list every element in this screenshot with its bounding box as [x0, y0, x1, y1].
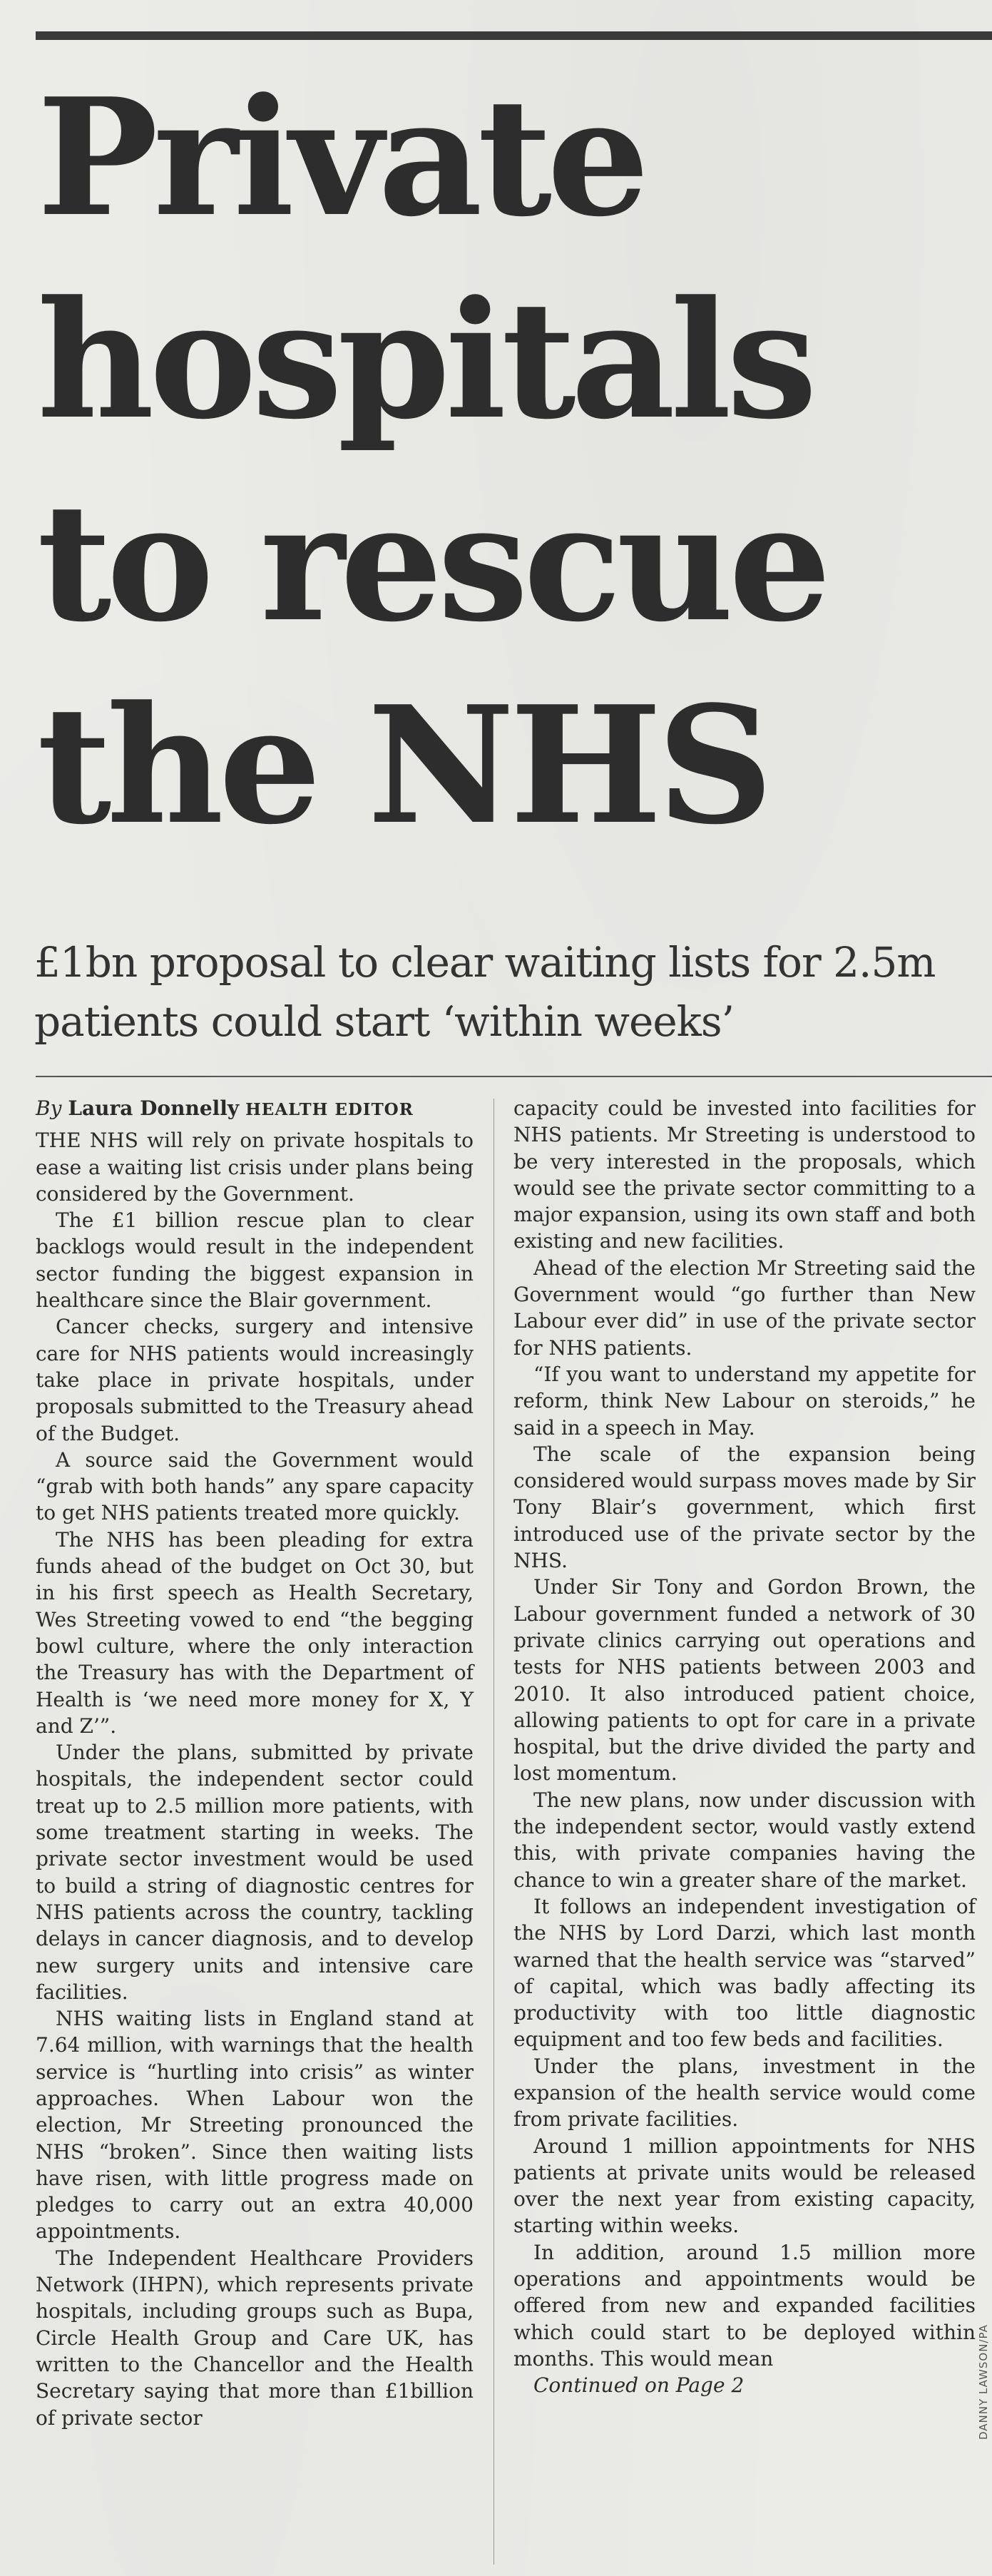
- article-paragraph: capacity could be invested into facilities for NHS patients. Mr Streeting is understood to be very interested in the proposals, which would see the private sector committing to a major expansion, using its own staff and both existing and new facilities.: [513, 1096, 976, 1253]
- article-paragraph: In addition, around 1.5 million more operations and appointments would be offered from new and expanded facilities which could start to be deployed within months. This would mean: [513, 2240, 976, 2371]
- article-paragraph: Ahead of the election Mr Streeting said the Government would “go further than New Labour ever did” in use of the private sector for NHS patients.: [513, 1256, 976, 1360]
- article-paragraph: Under the plans, investment in the expansion of the health service would come from private facilities.: [513, 2054, 976, 2132]
- article-paragraph: The Independent Healthcare Providers Network (IHPN), which represents private hospitals, including groups such as Bupa, Circle Health Group and Care UK, has written to the Chancellor and the Health Secretary saying that more than £1billion of private sector: [36, 2246, 474, 2430]
- byline-author: Laura Donnelly: [68, 1096, 240, 1120]
- article-paragraph: Cancer checks, surgery and intensive care for NHS patients would increasingly take place in private hospitals, under proposals submitted to the Treasury ahead of the Budget.: [36, 1315, 474, 1445]
- byline-role: HEALTH EDITOR: [245, 1100, 414, 1119]
- continuation-link[interactable]: Continued on Page 2: [533, 2373, 745, 2398]
- subheadline: £1bn proposal to clear waiting lists for 2.5m patients could start ‘within weeks’: [34, 938, 936, 1046]
- article-paragraph: “If you want to understand my appetite for reform, think New Labour on steroids,” he said in a speech in May.: [513, 1362, 976, 1440]
- article-paragraph: THE NHS will rely on private hospitals to ease a waiting list crisis under plans being considered by the Government.: [36, 1129, 474, 1206]
- article-column-right: [513, 1095, 976, 2399]
- top-rule: [36, 31, 992, 40]
- photo-credit: DANNY LAWSON/PA: [977, 2324, 990, 2440]
- article-paragraph: Under Sir Tony and Gordon Brown, the Labour government funded a network of 30 private clinics carrying out operations and tests for NHS patients between 2003 and 2010. It also introduced patient choice, allowing patients to opt for care in a private hospital, but the drive divided the party and lost momentum.: [513, 1575, 976, 1786]
- article-paragraph: The scale of the expansion being considered would surpass moves made by Sir Tony Blair’s government, which first introduced use of the private sector by the NHS.: [513, 1442, 976, 1573]
- subhead-rule: [36, 1076, 992, 1077]
- article-paragraph: A source said the Government would “grab with both hands” any spare capacity to get NHS patients treated more quickly.: [36, 1447, 474, 1525]
- article-paragraph: It follows an independent investigation of the NHS by Lord Darzi, which last month warned that the health service was “starved” of capital, which was badly affecting its productivity with too little diagnostic equipment and too few beds and facilities.: [513, 1894, 976, 2052]
- article-paragraph: The NHS has been pleading for extra funds ahead of the budget on Oct 30, but in his first speech as Health Secretary, Wes Streeting vowed to end “the begging bowl culture, where the only interaction the Treasury has with the Department of Health is ‘we need more money for X, Y and Z’”.: [36, 1527, 474, 1738]
- article-paragraph: The £1 billion rescue plan to clear backlogs would result in the independent sector funding the biggest expansion in healthcare since the Blair government.: [36, 1208, 474, 1313]
- article-paragraph: NHS waiting lists in England stand at 7.64 million, with warnings that the health service is “hurtling into crisis” as winter approaches. When Labour won the election, Mr Streeting pronounced the NHS “broken”. Since then waiting lists have risen, with little progress made on pledges to carry out an extra 40,000 appointments.: [36, 2007, 474, 2244]
- article-paragraph: Under the plans, submitted by private hospitals, the independent sector could treat up to 2.5 million more patients, with some treatment starting in weeks. The private sector investment would be used to build a string of diagnostic centres for NHS patients across the country, tackling delays in cancer diagnosis, and to develop new surgery units and intensive care facilities.: [36, 1741, 474, 2004]
- byline: [36, 1095, 474, 1123]
- byline-prefix: By: [36, 1096, 62, 1120]
- article-column-left: [36, 1095, 474, 2431]
- article-paragraph: Around 1 million appointments for NHS patients at private units would be released over the next year from existing capacity, starting within weeks.: [513, 2134, 976, 2238]
- article-paragraph: The new plans, now under discussion with the independent sector, would vastly extend this, with private companies having the chance to win a greater share of the market.: [513, 1788, 976, 1892]
- headline: Private hospitals to rescue the NHS: [37, 63, 827, 860]
